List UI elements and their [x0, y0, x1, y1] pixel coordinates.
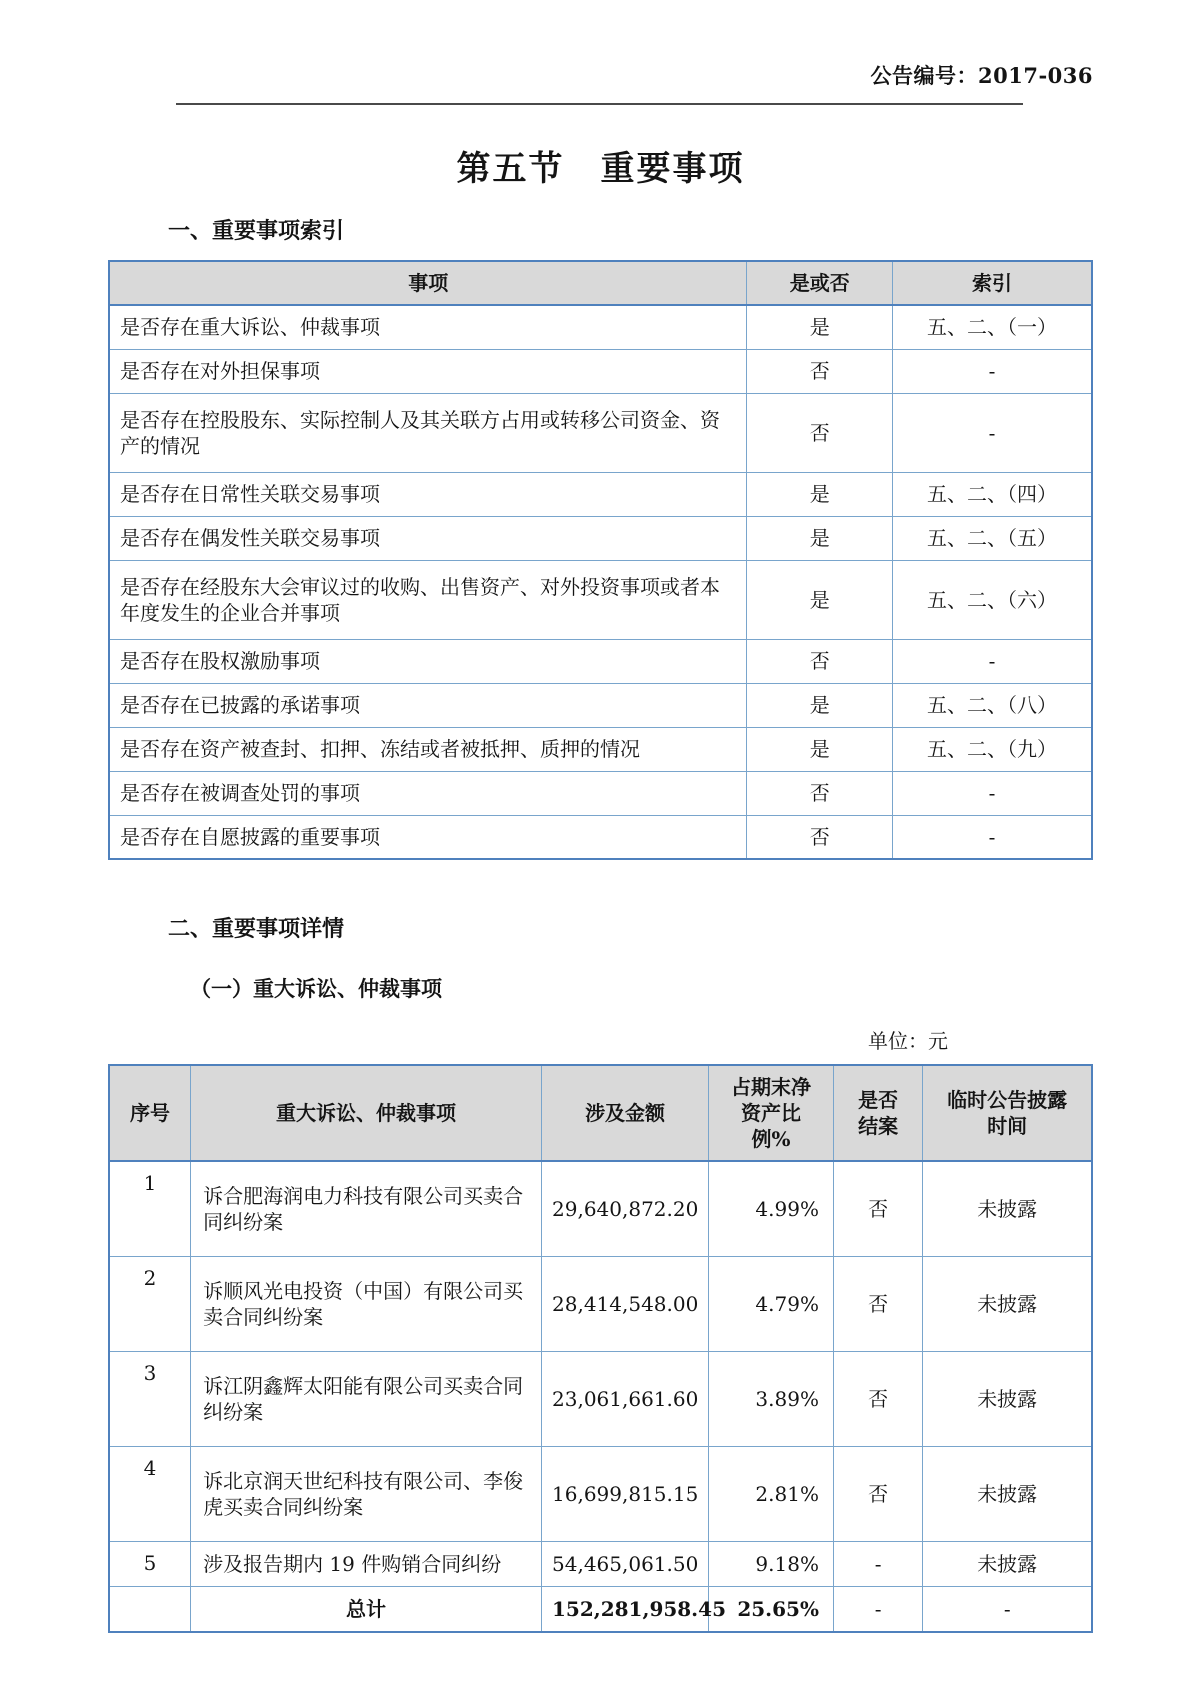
- lawsuit-ratio: 4.99%: [709, 1161, 834, 1256]
- total-amount: 152,281,958.45: [542, 1586, 709, 1632]
- section1-heading: 一、重要事项索引: [168, 219, 345, 244]
- lawsuit-amount: 16,699,815.15: [542, 1446, 709, 1541]
- lawsuit-ratio: 9.18%: [709, 1541, 834, 1586]
- announcement-number: 公告编号：2017-036: [870, 63, 1093, 88]
- index-table-row: [109, 639, 1092, 683]
- lawsuit-no: 5: [109, 1541, 191, 1586]
- lawsuit-amount: 54,465,061.50: [542, 1541, 709, 1586]
- matter-index: -: [892, 815, 1092, 859]
- index-table-row: [109, 771, 1092, 815]
- lawsuit-no: 2: [109, 1256, 191, 1351]
- matter-index: 五、二、（六）: [892, 560, 1092, 639]
- total-disclosure: -: [923, 1586, 1092, 1632]
- lawsuit-header-disclosure-time: 临时公告披露时间: [923, 1065, 1092, 1161]
- matter-yesno: 是: [747, 516, 892, 560]
- matter-yesno: 否: [747, 771, 892, 815]
- index-table-row: [109, 516, 1092, 560]
- matter-index: -: [892, 639, 1092, 683]
- matter-index: -: [892, 393, 1092, 472]
- important-matters-index-table: [108, 260, 1093, 860]
- index-table-header-index: 索引: [892, 261, 1092, 305]
- index-table-header-yesno: 是或否: [747, 261, 892, 305]
- lawsuit-disclosure: 未披露: [923, 1541, 1092, 1586]
- lawsuit-case: 诉北京润天世纪科技有限公司、李俊虎买卖合同纠纷案: [191, 1446, 542, 1541]
- matter-yesno: 是: [747, 560, 892, 639]
- section2-heading: 二、重要事项详情: [168, 917, 345, 942]
- lawsuit-table-row: [109, 1351, 1092, 1446]
- section2-subsection-heading: （一）重大诉讼、仲裁事项: [190, 977, 442, 1001]
- matter-yesno: 否: [747, 815, 892, 859]
- lawsuit-no: 4: [109, 1446, 191, 1541]
- lawsuit-closed: -: [833, 1541, 922, 1586]
- lawsuit-ratio: 3.89%: [709, 1351, 834, 1446]
- lawsuit-header-amount: 涉及金额: [542, 1065, 709, 1161]
- index-table-header-item: 事项: [109, 261, 747, 305]
- index-table-header-row: [109, 261, 1092, 305]
- lawsuit-no: 3: [109, 1351, 191, 1446]
- matter-item: 是否存在重大诉讼、仲裁事项: [109, 305, 747, 349]
- lawsuit-closed: 否: [833, 1446, 922, 1541]
- lawsuit-amount: 28,414,548.00: [542, 1256, 709, 1351]
- total-label: 总计: [191, 1586, 542, 1632]
- matter-yesno: 是: [747, 727, 892, 771]
- matter-item: 是否存在控股股东、实际控制人及其关联方占用或转移公司资金、资产的情况: [109, 393, 747, 472]
- lawsuit-case: 诉顺风光电投资（中国）有限公司买卖合同纠纷案: [191, 1256, 542, 1351]
- matter-index: 五、二、（五）: [892, 516, 1092, 560]
- lawsuit-header-ratio: 占期末净资产比例%: [709, 1065, 834, 1161]
- matter-item: 是否存在日常性关联交易事项: [109, 472, 747, 516]
- matter-item: 是否存在偶发性关联交易事项: [109, 516, 747, 560]
- lawsuit-case: 涉及报告期内 19 件购销合同纠纷: [191, 1541, 542, 1586]
- header-divider: [176, 103, 1023, 105]
- lawsuit-disclosure: 未披露: [923, 1256, 1092, 1351]
- major-lawsuits-table: [108, 1064, 1093, 1633]
- lawsuit-closed: 否: [833, 1351, 922, 1446]
- lawsuit-ratio: 2.81%: [709, 1446, 834, 1541]
- lawsuit-header-no: 序号: [109, 1065, 191, 1161]
- lawsuit-no: 1: [109, 1161, 191, 1256]
- matter-item: 是否存在对外担保事项: [109, 349, 747, 393]
- lawsuit-ratio: 4.79%: [709, 1256, 834, 1351]
- index-table-row: [109, 305, 1092, 349]
- lawsuit-table-row: [109, 1161, 1092, 1256]
- matter-yesno: 是: [747, 472, 892, 516]
- lawsuit-amount: 23,061,661.60: [542, 1351, 709, 1446]
- index-table-row: [109, 560, 1092, 639]
- matter-yesno: 否: [747, 349, 892, 393]
- total-ratio: 25.65%: [709, 1586, 834, 1632]
- index-table-row: [109, 727, 1092, 771]
- matter-yesno: 是: [747, 305, 892, 349]
- index-table-row: [109, 683, 1092, 727]
- lawsuit-table-row: [109, 1256, 1092, 1351]
- lawsuit-table-row: [109, 1446, 1092, 1541]
- matter-index: -: [892, 771, 1092, 815]
- lawsuit-case: 诉合肥海润电力科技有限公司买卖合同纠纷案: [191, 1161, 542, 1256]
- matter-item: 是否存在资产被查封、扣押、冻结或者被抵押、质押的情况: [109, 727, 747, 771]
- lawsuit-closed: 否: [833, 1161, 922, 1256]
- matter-index: 五、二、（四）: [892, 472, 1092, 516]
- total-no: [109, 1586, 191, 1632]
- index-table-row: [109, 472, 1092, 516]
- matter-yesno: 否: [747, 639, 892, 683]
- lawsuit-case: 诉江阴鑫辉太阳能有限公司买卖合同纠纷案: [191, 1351, 542, 1446]
- index-table-row: [109, 815, 1092, 859]
- lawsuit-table-total-row: [109, 1586, 1092, 1632]
- lawsuit-header-closed: 是否结案: [833, 1065, 922, 1161]
- matter-index: -: [892, 349, 1092, 393]
- index-table-row: [109, 393, 1092, 472]
- lawsuit-disclosure: 未披露: [923, 1351, 1092, 1446]
- matter-yesno: 是: [747, 683, 892, 727]
- total-closed: -: [833, 1586, 922, 1632]
- lawsuit-disclosure: 未披露: [923, 1161, 1092, 1256]
- unit-label: 单位：元: [868, 1029, 948, 1053]
- page-title: 第五节 重要事项: [456, 149, 745, 189]
- lawsuit-disclosure: 未披露: [923, 1446, 1092, 1541]
- matter-index: 五、二、（一）: [892, 305, 1092, 349]
- matter-index: 五、二、（八）: [892, 683, 1092, 727]
- lawsuit-amount: 29,640,872.20: [542, 1161, 709, 1256]
- matter-item: 是否存在自愿披露的重要事项: [109, 815, 747, 859]
- matter-yesno: 否: [747, 393, 892, 472]
- matter-item: 是否存在已披露的承诺事项: [109, 683, 747, 727]
- matter-item: 是否存在经股东大会审议过的收购、出售资产、对外投资事项或者本年度发生的企业合并事项: [109, 560, 747, 639]
- index-table-row: [109, 349, 1092, 393]
- matter-item: 是否存在被调查处罚的事项: [109, 771, 747, 815]
- lawsuit-header-case: 重大诉讼、仲裁事项: [191, 1065, 542, 1161]
- lawsuit-closed: 否: [833, 1256, 922, 1351]
- matter-item: 是否存在股权激励事项: [109, 639, 747, 683]
- lawsuit-table-header-row: [109, 1065, 1092, 1161]
- lawsuit-table-row: [109, 1541, 1092, 1586]
- matter-index: 五、二、（九）: [892, 727, 1092, 771]
